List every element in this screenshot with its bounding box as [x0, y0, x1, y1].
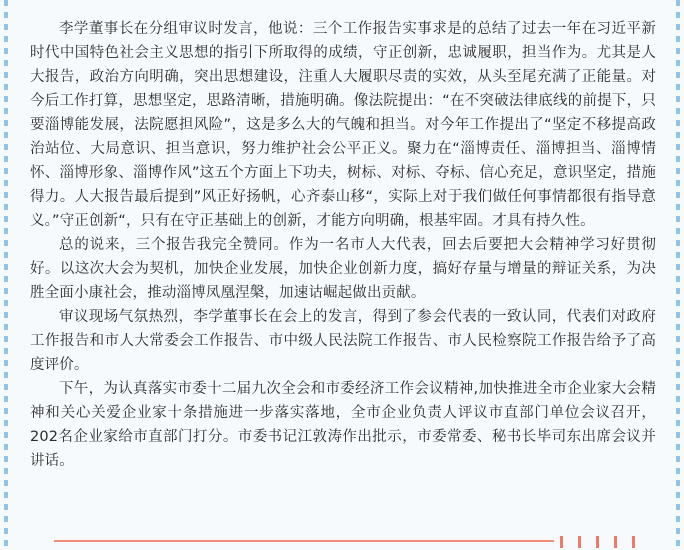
right-decorative-border — [672, 0, 684, 550]
article-body — [30, 17, 656, 473]
footer-decoration — [560, 534, 650, 548]
article-paragraph: 总的说来，三个报告我完全赞同。作为一名市人大代表，回去后要把大会精神学习好贯彻好。以这次大会为契机，加快企业发展，加快企业创新力度，搞好存量与增量的辩证关系，为决胜全面小康社会，推动淄博凤凰涅槃，加速诂崛起做出贡献。 — [30, 237, 656, 301]
left-decorative-border — [0, 0, 13, 550]
article-paragraph: 下午，为认真落实市委十二届九次全会和市委经济工作会议精神,加快推进全市企业家大会精神和关心关爱企业家十条措施进一步落实落地，全市企业负责人评议市直部门单位会议召开，202名企业家给市直部门打分。市委书记江敦涛作出批示，市委常委、秘书长毕司东出席会议并讲话。 — [30, 381, 656, 469]
article-paragraph: 审议现场气氛热烈，李学董事长在会上的发言，得到了参会代表的一致认同，代表们对政府工作报告和市人大常委会工作报告、市中级人民法院工作报告、市人民检察院工作报告给予了高度评价。 — [30, 309, 656, 373]
footer-divider — [54, 540, 554, 542]
article-paragraph: 李学董事长在分组审议时发言，他说：三个工作报告实事求是的总结了过去一年在习近平新时代中国特色社会主义思想的指引下所取得的成绩，守正创新，忠诚履职，担当作为。尤其是人大报告，政治方向明确，突出思想建设，注重人大履职尽责的实效，从头至尾充满了正能量。对今后工作打算，思想坚定，思路清晰，措施明确。像法院提出：“在不突破法律底线的前提下，只要淄博能发展，法院愿担风险”，这是多么大的气魄和担当。对今年工作提出了“坚定不移提高政治站位、大局意识、担当意识，努力维护社会公平正义。聚力在“淄博责任、淄博担当、淄博情怀、淄博形象、淄博作风”这五个方面上下功夫，树标、对标、夺标、信心充足，意识坚定，措施得力。人大报告最后提到”风正好扬帆，心齐泰山移“，实际上对于我们做任何事情都很有指导意义。”守正创新“，只有在守正基础上的创新，才能方向明确，根基牢固。才具有持久性。 — [30, 21, 656, 229]
